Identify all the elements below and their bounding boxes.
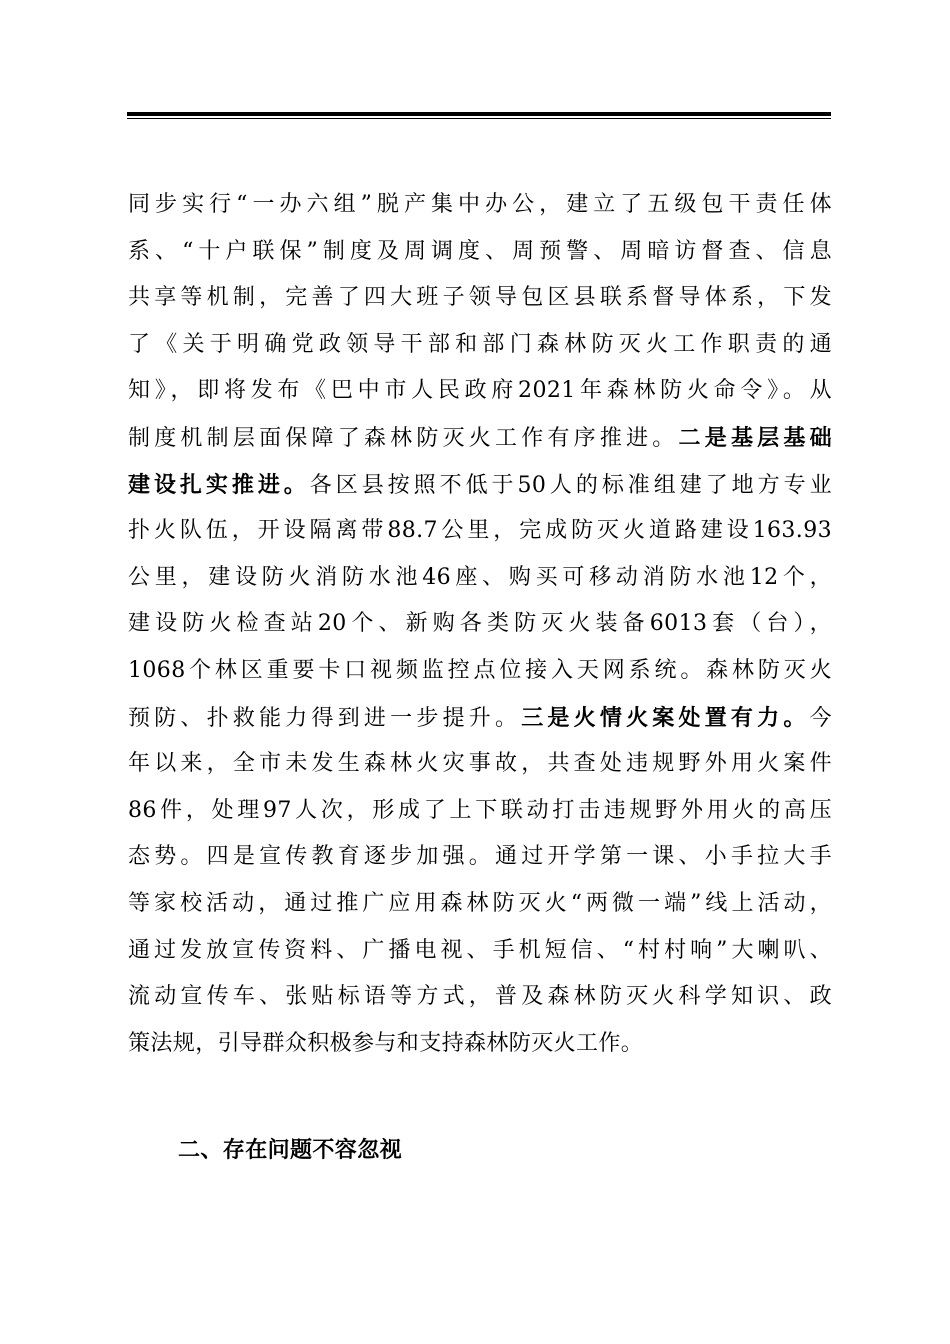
text-segment: 年以来，全市未发生森林火灾事故，共查处违规野外用火案件: [128, 751, 832, 777]
text-line: [128, 741, 832, 788]
text-line: [128, 275, 832, 322]
text-line: [128, 229, 832, 276]
header-rule-thin: [127, 118, 831, 119]
text-segment: 等家校活动，通过推广应用森林防灭火“两微一端”线上活动，: [128, 890, 832, 916]
text-line: [128, 508, 832, 555]
text-segment: 今: [809, 705, 832, 731]
text-line: [128, 555, 832, 602]
text-line: [128, 928, 832, 975]
text-line: [128, 788, 832, 835]
text-line: [128, 695, 832, 742]
text-segment: 各区县按照不低于50人的标准组建了地方专业: [309, 472, 832, 498]
text-line: [128, 322, 832, 369]
text-segment: 制度机制层面保障了森林防灭火工作有序推进。: [128, 425, 679, 451]
text-line: [128, 834, 832, 881]
text-line: [128, 182, 832, 229]
body-paragraph: [128, 182, 832, 1067]
text-line: [128, 368, 832, 415]
bold-text-segment: 三是火情火案处置有力。: [521, 704, 810, 731]
text-segment: 了《关于明确党政领导干部和部门森林防灭火工作职责的通: [128, 331, 832, 357]
text-segment: 流动宣传车、张贴标语等方式，普及森林防灭火科学知识、政: [128, 984, 832, 1010]
section-heading: 二、存在问题不容忽视: [178, 1137, 403, 1163]
text-line: [128, 601, 832, 648]
text-segment: 同步实行“一办六组”脱产集中办公，建立了五级包干责任体: [128, 192, 832, 217]
text-segment: 86件，处理97人次，形成了上下联动打击违规野外用火的高压: [128, 797, 832, 823]
header-double-rule: [127, 112, 831, 120]
text-segment: 建设防火检查站20个、新购各类防灭火装备6013套（台），: [128, 611, 832, 637]
text-segment: 态势。四是宣传教育逐步加强。通过开学第一课、小手拉大手: [128, 844, 832, 870]
text-segment: 通过发放宣传资料、广播电视、手机短信、“村村响”大喇叭、: [128, 937, 832, 963]
text-segment: 知》，即将发布《巴中市人民政府2021年森林防火命令》。从: [128, 378, 832, 404]
bold-text-segment: 二是基层基础: [678, 424, 832, 451]
text-segment: 扑火队伍，开设隔离带88.7公里，完成防灭火道路建设163.93: [128, 518, 832, 544]
text-line: [128, 648, 832, 695]
header-rule-thick: [127, 112, 831, 116]
text-line: [128, 974, 832, 1021]
text-line: [128, 415, 832, 462]
text-segment: 共享等机制，完善了四大班子领导包区县联系督导体系，下发: [128, 285, 832, 311]
text-line: [128, 1021, 832, 1068]
text-line: [128, 881, 832, 928]
text-segment: 1068个林区重要卡口视频监控点位接入天网系统。森林防灭火: [128, 657, 832, 683]
text-segment: 公里，建设防火消防水池46座、购买可移动消防水池12个，: [128, 564, 832, 590]
bold-text-segment: 建设扎实推进。: [128, 471, 310, 498]
text-segment: 系、“十户联保”制度及周调度、周预警、周暗访督查、信息: [128, 238, 832, 264]
text-segment: 预防、扑救能力得到进一步提升。: [128, 705, 522, 731]
text-line: [128, 462, 832, 509]
text-segment: 策法规，引导群众积极参与和支持森林防灭火工作。: [128, 1030, 644, 1056]
